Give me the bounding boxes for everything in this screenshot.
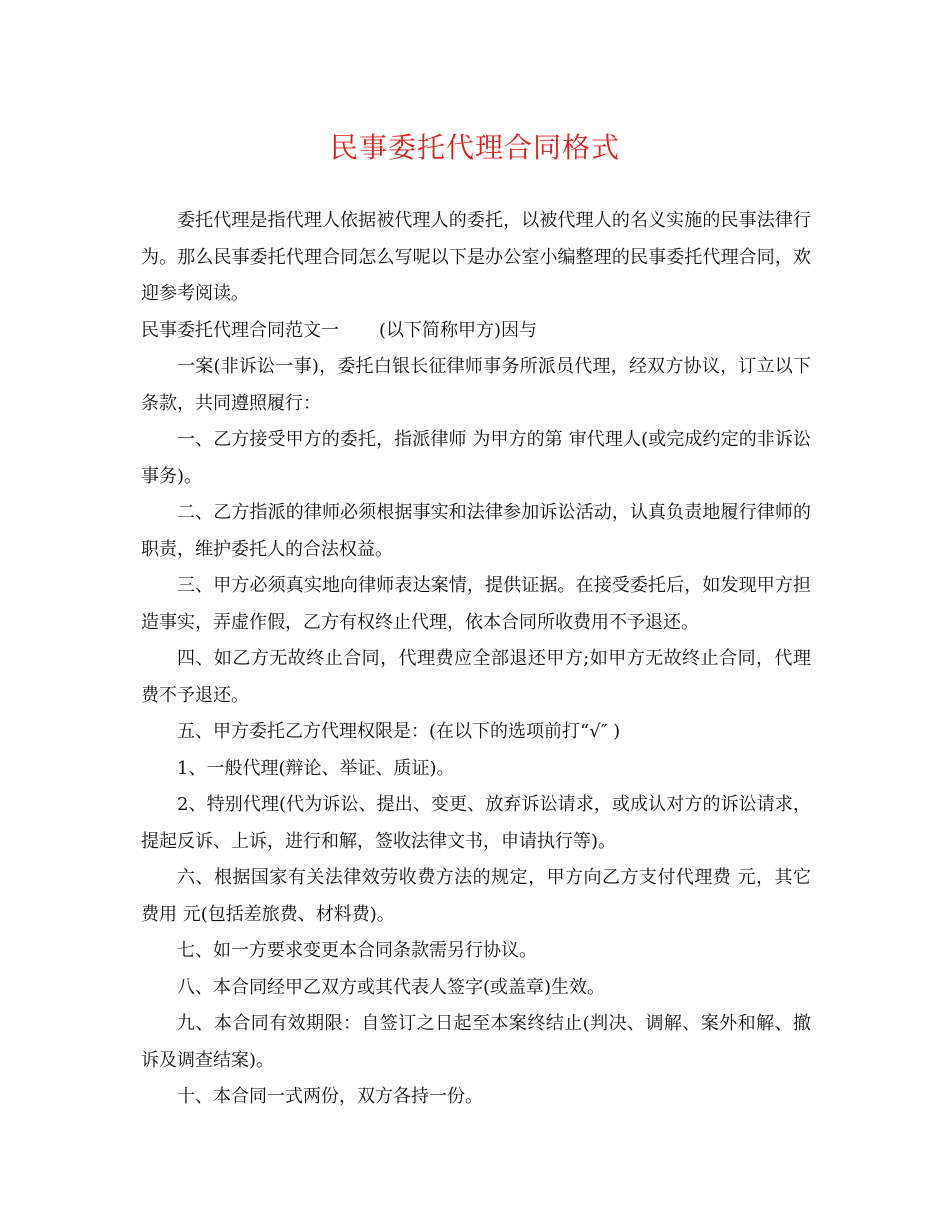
- clause-paragraph: 五、甲方委托乙方代理权限是：(在以下的选项前打“√″ ): [177, 721, 621, 742]
- clause-paragraph: 四、如乙方无故终止合同，代理费应全部退还甲方;如甲方无故终止合同，代理费不予退还。: [141, 648, 811, 706]
- clause-paragraph: 一、乙方接受甲方的委托，指派律师 为甲方的第 审代理人(或完成约定的非诉讼事务)。: [141, 429, 811, 487]
- sample-heading-line: [141, 313, 811, 350]
- clause-paragraph: 十、本合同一式两份，双方各持一份。: [177, 1086, 483, 1107]
- sample-heading: 民事委托代理合同范文一: [141, 319, 339, 341]
- document-body: [141, 203, 811, 1116]
- clause-paragraph: 六、根据国家有关法律效劳收费方法的规定，甲方向乙方支付代理费 元，其它费用 元(包括差旅费、材料费)。: [141, 867, 811, 925]
- clause-paragraph: 八、本合同经甲乙双方或其代表人签字(或盖章)生效。: [177, 976, 606, 998]
- document-title: 民事委托代理合同格式: [329, 131, 620, 164]
- clause-paragraph: 1、一般代理(辩论、举证、质证)。: [177, 757, 455, 779]
- intro-paragraph: 委托代理是指代理人依据被代理人的委托，以被代理人的名义实施的民事法律行为。那么民事委托代理合同怎么写呢以下是办公室小编整理的民事委托代理合同，欢迎参考阅读。: [141, 210, 811, 304]
- case-paragraph: 一案(非诉讼一事)，委托白银长征律师事务所派员代理，经双方协议，订立以下条款，共同遵照履行：: [141, 356, 811, 414]
- clause-paragraph: 七、如一方要求变更本合同条款需另行协议。: [177, 940, 537, 961]
- clause-paragraph: 2、特别代理(代为诉讼、提出、变更、放弃诉讼请求，或成认对方的诉讼请求，提起反诉、上诉，进行和解，签收法律文书，申请执行等)。: [141, 794, 811, 852]
- clause-paragraph: 二、乙方指派的律师必须根据事实和法律参加诉讼活动，认真负责地履行律师的职责，维护委托人的合法权益。: [141, 502, 811, 560]
- sample-heading-tail: (以下简称甲方)因与: [379, 319, 538, 341]
- clause-paragraph: 九、本合同有效期限：自签订之日起至本案终结止(判决、调解、案外和解、撤诉及调查结案)。: [141, 1013, 811, 1071]
- clause-paragraph: 三、甲方必须真实地向律师表达案情，提供证据。在接受委托后，如发现甲方担造事实，弄虚作假，乙方有权终止代理，依本合同所收费用不予退还。: [141, 575, 811, 633]
